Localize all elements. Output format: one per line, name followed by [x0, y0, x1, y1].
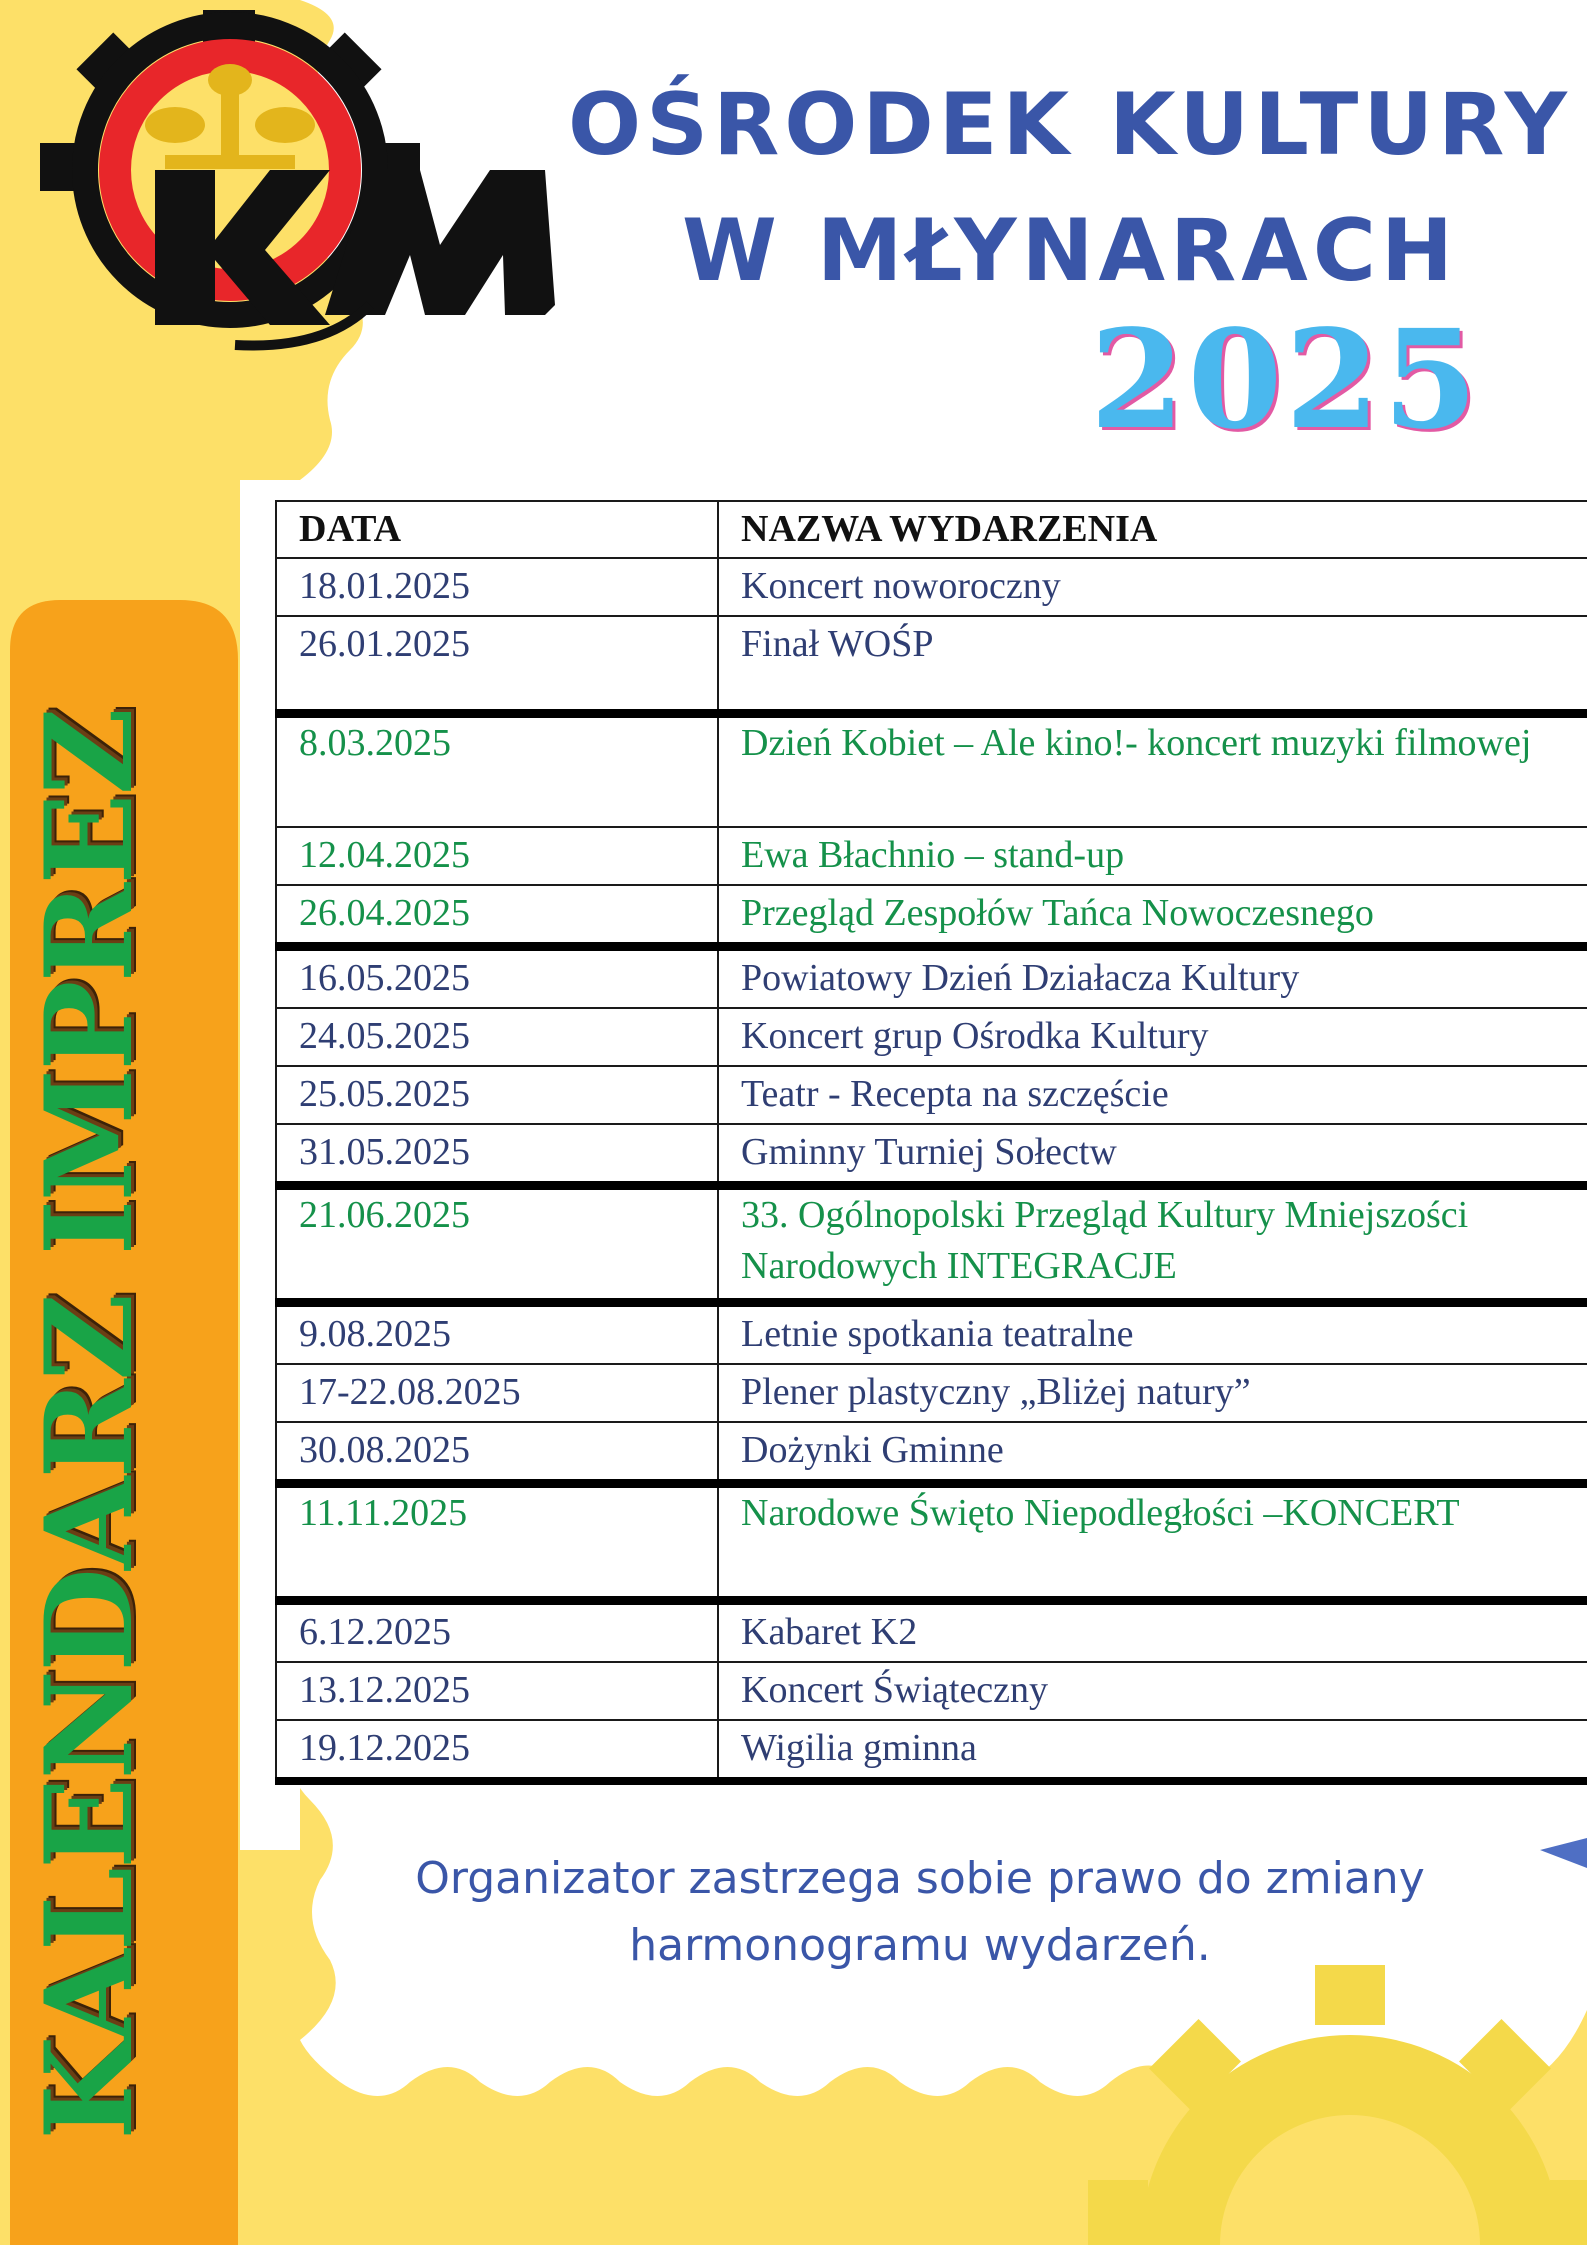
row-event: Koncert grup Ośrodka Kultury: [718, 1008, 1587, 1066]
row-date: 26.01.2025: [276, 616, 718, 714]
table-row: [276, 1364, 1587, 1422]
row-event: Plener plastyczny „Bliżej natury”: [718, 1364, 1587, 1422]
table-row: [276, 1720, 1587, 1781]
row-date: 18.01.2025: [276, 558, 718, 616]
year-label: 2025: [1090, 300, 1481, 460]
row-event: Kabaret K2: [718, 1601, 1587, 1663]
row-event: Powiatowy Dzień Działacza Kultury: [718, 947, 1587, 1009]
row-date: 9.08.2025: [276, 1303, 718, 1365]
row-event: Ewa Błachnio – stand-up: [718, 827, 1587, 885]
table-row: [276, 1186, 1587, 1303]
table-header-row: [276, 501, 1587, 558]
table-row: [276, 1662, 1587, 1720]
vertical-title: KALENDARZ IMPREZ: [19, 709, 160, 2140]
row-date: 25.05.2025: [276, 1066, 718, 1124]
page-title-line2: W MŁYNARACH: [682, 201, 1458, 301]
row-event: Narodowe Święto Niepodległości –KONCERT: [718, 1484, 1587, 1601]
table-row: [276, 1066, 1587, 1124]
row-event: Finał WOŚP: [718, 616, 1587, 714]
table-row: [276, 1601, 1587, 1663]
row-event: Dzień Kobiet – Ale kino!- koncert muzyki filmowej: [718, 714, 1587, 828]
row-date: 21.06.2025: [276, 1186, 718, 1303]
header-date: DATA: [276, 501, 718, 558]
row-event: Dożynki Gminne: [718, 1422, 1587, 1484]
table-row: [276, 1008, 1587, 1066]
disclaimer-line2: harmonogramu wydarzeń.: [629, 1920, 1211, 1971]
row-date: 26.04.2025: [276, 885, 718, 947]
disclaimer: [320, 1845, 1520, 1979]
table-row: [276, 947, 1587, 1009]
table-row: [276, 1303, 1587, 1365]
table-row: [276, 1124, 1587, 1186]
row-event: 33. Ogólnopolski Przegląd Kultury Mniejszości Narodowych INTEGRACJE: [718, 1186, 1587, 1303]
row-event: Gminny Turniej Sołectw: [718, 1124, 1587, 1186]
row-event: Koncert noworoczny: [718, 558, 1587, 616]
row-date: 13.12.2025: [276, 1662, 718, 1720]
row-date: 24.05.2025: [276, 1008, 718, 1066]
row-date: 6.12.2025: [276, 1601, 718, 1663]
row-event: Wigilia gminna: [718, 1720, 1587, 1781]
row-date: 11.11.2025: [276, 1484, 718, 1601]
logo-letter-m: [325, 170, 555, 315]
table-row: [276, 714, 1587, 828]
row-date: 8.03.2025: [276, 714, 718, 828]
table-row: [276, 1422, 1587, 1484]
header-event: NAZWA WYDARZENIA: [718, 501, 1587, 558]
table-row: [276, 1484, 1587, 1601]
events-table: [275, 500, 1587, 1785]
row-event: Letnie spotkania teatralne: [718, 1303, 1587, 1365]
row-date: 19.12.2025: [276, 1720, 718, 1781]
row-date: 16.05.2025: [276, 947, 718, 1009]
row-date: 12.04.2025: [276, 827, 718, 885]
row-event: Teatr - Recepta na szczęście: [718, 1066, 1587, 1124]
disclaimer-line1: Organizator zastrzega sobie prawo do zmiany: [415, 1853, 1425, 1904]
table-row: [276, 885, 1587, 947]
page-title-line1: OŚRODEK KULTURY: [568, 75, 1572, 175]
row-event: Przegląd Zespołów Tańca Nowoczesnego: [718, 885, 1587, 947]
logo-okm: [25, 5, 585, 365]
row-date: 30.08.2025: [276, 1422, 718, 1484]
row-date: 17-22.08.2025: [276, 1364, 718, 1422]
row-date: 31.05.2025: [276, 1124, 718, 1186]
table-row: [276, 558, 1587, 616]
table-row: [276, 616, 1587, 714]
row-event: Koncert Świąteczny: [718, 1662, 1587, 1720]
table-row: [276, 827, 1587, 885]
